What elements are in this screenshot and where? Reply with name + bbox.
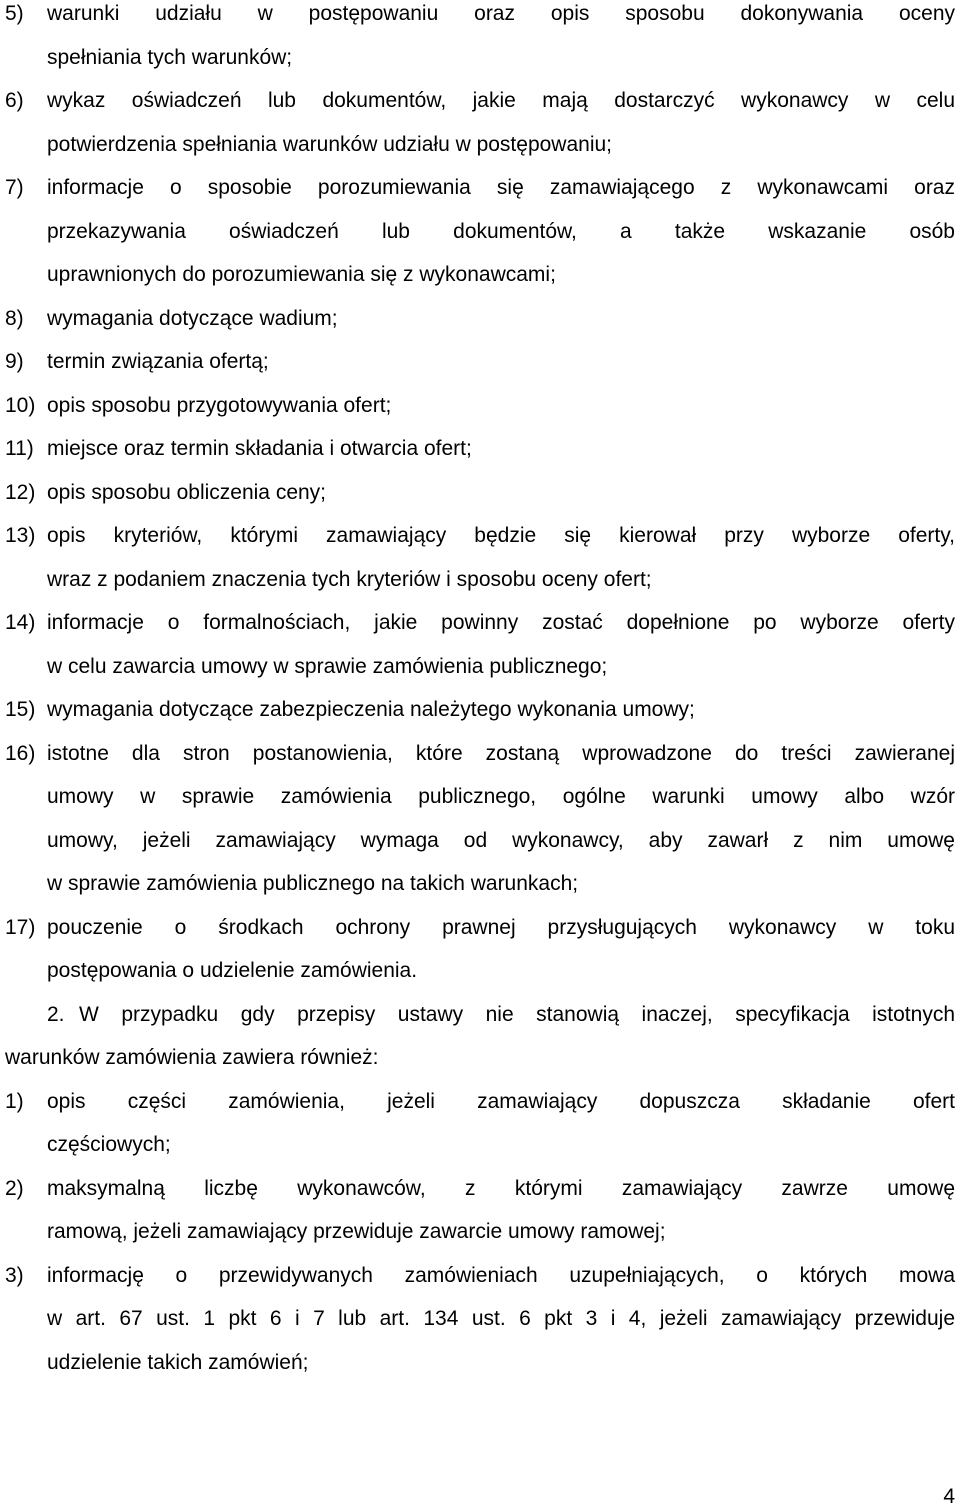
list-item-number: 8) [5,306,24,330]
list-line [0,435,960,479]
list-item-text: informacje o formalnościach, jakie powinny zostać dopełnione po wyborze oferty [47,611,955,634]
list-item-text: informacje o sposobie porozumiewania się zamawiającego z wykonawcami oraz [47,176,955,199]
list-line [0,1305,960,1349]
list-line [0,783,960,827]
paragraph-text: warunków zamówienia zawiera również: [5,1046,379,1069]
list-line [0,1218,960,1262]
list-line [0,218,960,262]
list-item-text: udzielenie takich zamówień; [47,1350,309,1374]
list-item-number: 16) [5,741,36,765]
list-item-text: wymagania dotyczące wadium; [47,306,338,330]
list-item-number: 14) [5,611,36,634]
list-item-number: 10) [5,393,36,417]
list-item-text: częściowych; [47,1133,171,1156]
list-item-text: w sprawie zamówienia publicznego na takich warunkach; [47,872,579,895]
list-item-text: informację o przewidywanych zamówieniach uzupełniających, o których mowa [47,1263,955,1287]
list-item-text: istotne dla stron postanowienia, które zostaną wprowadzone do treści zawieranej [47,741,955,765]
list-item-number: 2) [5,1176,24,1200]
list-line [0,696,960,740]
list-item-text: opis kryteriów, którymi zamawiający będzie się kierował przy wyborze oferty, [47,524,955,547]
list-line [0,348,960,392]
list-line [0,827,960,871]
list-item-text: opis części zamówienia, jeżeli zamawiający dopuszcza składanie ofert [47,1089,955,1113]
list-item-text: w art. 67 ust. 1 pkt 6 i 7 lub art. 134 ust. 6 pkt 3 i 4, jeżeli zamawiający przewiduje [47,1307,955,1330]
list-line [0,261,960,305]
list-item-text: w celu zawarcia umowy w sprawie zamówienia publicznego; [47,654,608,678]
list-item-text: umowy, jeżeli zamawiający wymaga od wykonawcy, aby zawarł z nim umowę [47,828,955,852]
list-item-text: przekazywania oświadczeń lub dokumentów, a także wskazanie osób [47,219,955,243]
list-item-text: potwierdzenia spełniania warunków udziału w postępowaniu; [47,132,613,156]
list-item-text: spełniania tych warunków; [47,45,293,69]
paragraph-2-second-line [0,1044,960,1088]
list-line [0,566,960,610]
list-item-text: opis sposobu obliczenia ceny; [47,480,327,504]
paragraph-number: 2. [47,1002,65,1026]
list-line [0,305,960,349]
list-line [0,914,960,958]
list-line [0,1131,960,1175]
list-item-number: 9) [5,350,24,373]
list-line [0,870,960,914]
list-line [0,87,960,131]
list-line [0,392,960,436]
list-line [0,479,960,523]
list-line [0,1349,960,1393]
list-item-number: 15) [5,698,36,721]
page-number: 4 [943,1485,955,1508]
list-item-number: 7) [5,176,24,199]
list-item-number: 13) [5,524,36,547]
list-item-text: warunki udziału w postępowaniu oraz opis sposobu dokonywania oceny [47,2,955,25]
list-line [0,131,960,175]
list-item-text: termin związania ofertą; [47,350,269,373]
list-line [0,957,960,1001]
list-item-text: ramową, jeżeli zamawiający przewiduje zawarcie umowy ramowej; [47,1220,666,1243]
list-item-number: 5) [5,2,24,25]
list-line [0,740,960,784]
list-line [0,522,960,566]
list-item-text: umowy w sprawie zamówienia publicznego, ogólne warunki umowy albo wzór [47,785,955,808]
list-line [0,609,960,653]
list-item-text: maksymalną liczbę wykonawców, z którymi zamawiający zawrze umowę [47,1176,955,1200]
list-item-text: opis sposobu przygotowywania ofert; [47,393,392,417]
list-item-number: 6) [5,89,24,112]
list-item-text: miejsce oraz termin składania i otwarcia ofert; [47,437,472,460]
list-item-text: wraz z podaniem znaczenia tych kryteriów i sposobu oceny ofert; [47,567,652,591]
list-line [0,174,960,218]
list-item-number: 12) [5,480,36,504]
list-item-number: 1) [5,1089,24,1113]
list-line [0,44,960,88]
list-item-number: 3) [5,1263,24,1287]
list-item-text: uprawnionych do porozumiewania się z wykonawcami; [47,263,556,286]
list-item-text: wymagania dotyczące zabezpieczenia należytego wykonania umowy; [47,698,695,721]
paragraph-2-first-line [0,1001,960,1045]
list-line [0,653,960,697]
list-line [0,0,960,44]
list-line [0,1262,960,1306]
list-item-text: postępowania o udzielenie zamówienia. [47,959,418,982]
list-line [0,1175,960,1219]
list-item-text: pouczenie o środkach ochrony prawnej przysługujących wykonawcy w toku [47,915,955,939]
list-line [0,1088,960,1132]
list-item-text: wykaz oświadczeń lub dokumentów, jakie mają dostarczyć wykonawcy w celu [47,89,955,112]
list-item-number: 17) [5,915,36,939]
list-item-number: 11) [5,437,34,460]
paragraph-text: W przypadku gdy przepisy ustawy nie stanowią inaczej, specyfikacja istotnych [79,1002,955,1026]
